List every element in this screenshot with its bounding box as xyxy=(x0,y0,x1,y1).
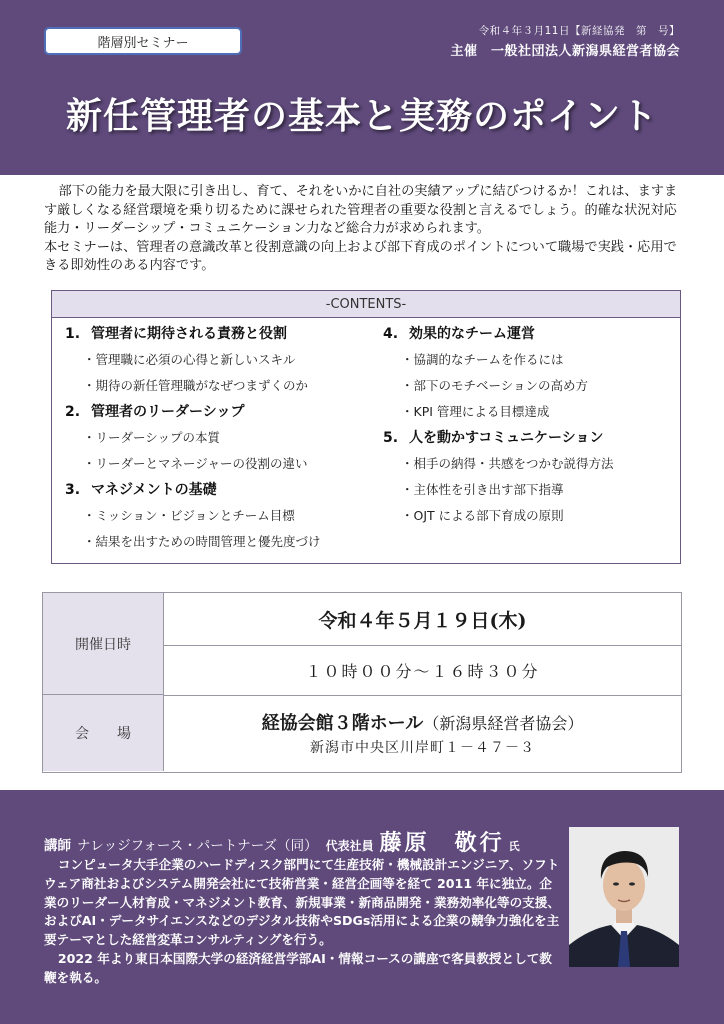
contents-column-left xyxy=(65,321,321,555)
section-number: 2. xyxy=(65,404,81,420)
lecturer-company: ナレッジフォース・パートナーズ（同） xyxy=(77,838,318,854)
section-title-text: 管理者に期待される責務と役割 xyxy=(91,326,287,342)
section-title-text: 効果的なチーム運営 xyxy=(409,326,535,342)
list-item: ・OJT による部下育成の原則 xyxy=(401,508,564,523)
lecturer-photo xyxy=(569,827,679,967)
lecturer-name: 藤原 敬行 xyxy=(379,830,505,856)
lecturer-bio xyxy=(44,856,564,988)
lecturer-honorific: 氏 xyxy=(508,840,520,853)
list-item: ・管理職に必須の心得と新しいスキル xyxy=(83,352,296,367)
lecturer-band xyxy=(0,790,724,1024)
intro-paragraph: 部下の能力を最大限に引き出し、育て、それをいかに自社の実績アップに結びつけるか！これは、ますます厳しくなる経営環境を乗り切るために課せられた管理者の重要な役割と言えるでしょう。的確な状況対応能力・リーダーシップ・コミュニケーション力など総合力が求められます。 xyxy=(44,184,678,236)
list-item: ・期待の新任管理職がなぜつまずくのか xyxy=(83,378,309,393)
section-title xyxy=(65,399,321,425)
venue-cell xyxy=(164,695,681,771)
lecturer-role: 代表社員 xyxy=(325,839,374,853)
section-title-text: マネジメントの基礎 xyxy=(91,482,217,498)
lecturer-heading xyxy=(44,826,520,857)
issue-number: 令和４年３月11日【新経協発 第 号】 xyxy=(478,25,680,37)
bio-paragraph: コンピュータ大手企業のハードディスク部門にて生産技術・機械設計エンジニア、ソフトウェア商社およびシステム開発会社にて技術営業・経営企画等を経て 2011 年に独立。企業のリーダー人材育成・マネジメント教育、新規事業・新商品開発・業務効率化等の支援、およびAI・データサイエンスなどのデジタル技術やSDGs活用による企業の競争力強化を主要テーマとした経営変革コンサルティングを行う。 xyxy=(44,857,560,948)
contents-column-right xyxy=(383,321,614,529)
venue-org: （新潟県経営者協会） xyxy=(423,714,584,733)
header-band xyxy=(0,0,724,175)
intro-text xyxy=(44,183,684,276)
bio-paragraph: 2022 年より東日本国際大学の経済経営学部AI・情報コースの講座で客員教授として教鞭を執る。 xyxy=(44,950,552,985)
portrait-icon xyxy=(569,827,679,967)
list-item: ・結果を出すための時間管理と優先度づけ xyxy=(83,534,321,549)
section-title xyxy=(65,321,321,347)
date-label: 開催日時 xyxy=(43,593,164,695)
schedule-table xyxy=(42,592,682,773)
list-item: ・主体性を引き出す部下指導 xyxy=(401,482,564,497)
list-item: ・ミッション・ビジョンとチーム目標 xyxy=(83,508,295,523)
section-title-text: 人を動かすコミュニケーション xyxy=(409,430,604,446)
section-title xyxy=(383,321,614,347)
section-number: 3. xyxy=(65,482,81,498)
venue-name: 経協会館３階ホール xyxy=(261,713,424,734)
list-item: ・KPI 管理による目標達成 xyxy=(401,404,550,419)
venue-line xyxy=(262,709,584,735)
section-title-text: 管理者のリーダーシップ xyxy=(91,404,245,420)
section-number: 5. xyxy=(383,430,399,446)
section-title xyxy=(383,425,614,451)
section-number: 1. xyxy=(65,326,81,342)
list-item: ・相手の納得・共感をつかむ説得方法 xyxy=(401,456,614,471)
list-item: ・協調的なチームを作るには xyxy=(401,352,564,367)
list-item: ・リーダーとマネージャーの役割の違い xyxy=(83,456,308,471)
organizer: 主催 一般社団法人新潟県経営者協会 xyxy=(450,44,680,59)
intro-paragraph: 本セミナーは、管理者の意識改革と役割意識の向上および部下育成のポイントについて職場で実践・応用できる即効性のある内容です。 xyxy=(44,239,677,273)
event-date: 令和４年５月１９日(木) xyxy=(164,593,681,646)
contents-box xyxy=(51,290,681,564)
list-item: ・リーダーシップの本質 xyxy=(83,430,221,445)
contents-header: -CONTENTS- xyxy=(52,291,680,318)
lecturer-label: 講師 xyxy=(44,838,71,854)
page-title: 新任管理者の基本と実務のポイント xyxy=(65,96,658,137)
series-badge: 階層別セミナー xyxy=(44,27,242,55)
section-title xyxy=(65,477,321,503)
section-number: 4. xyxy=(383,326,399,342)
event-time: １０時００分～１６時３０分 xyxy=(164,645,681,696)
venue-label: 会 場 xyxy=(43,695,164,771)
venue-address: 新潟市中央区川岸町１－４７－３ xyxy=(310,740,535,756)
list-item: ・部下のモチベーションの高め方 xyxy=(401,378,589,393)
